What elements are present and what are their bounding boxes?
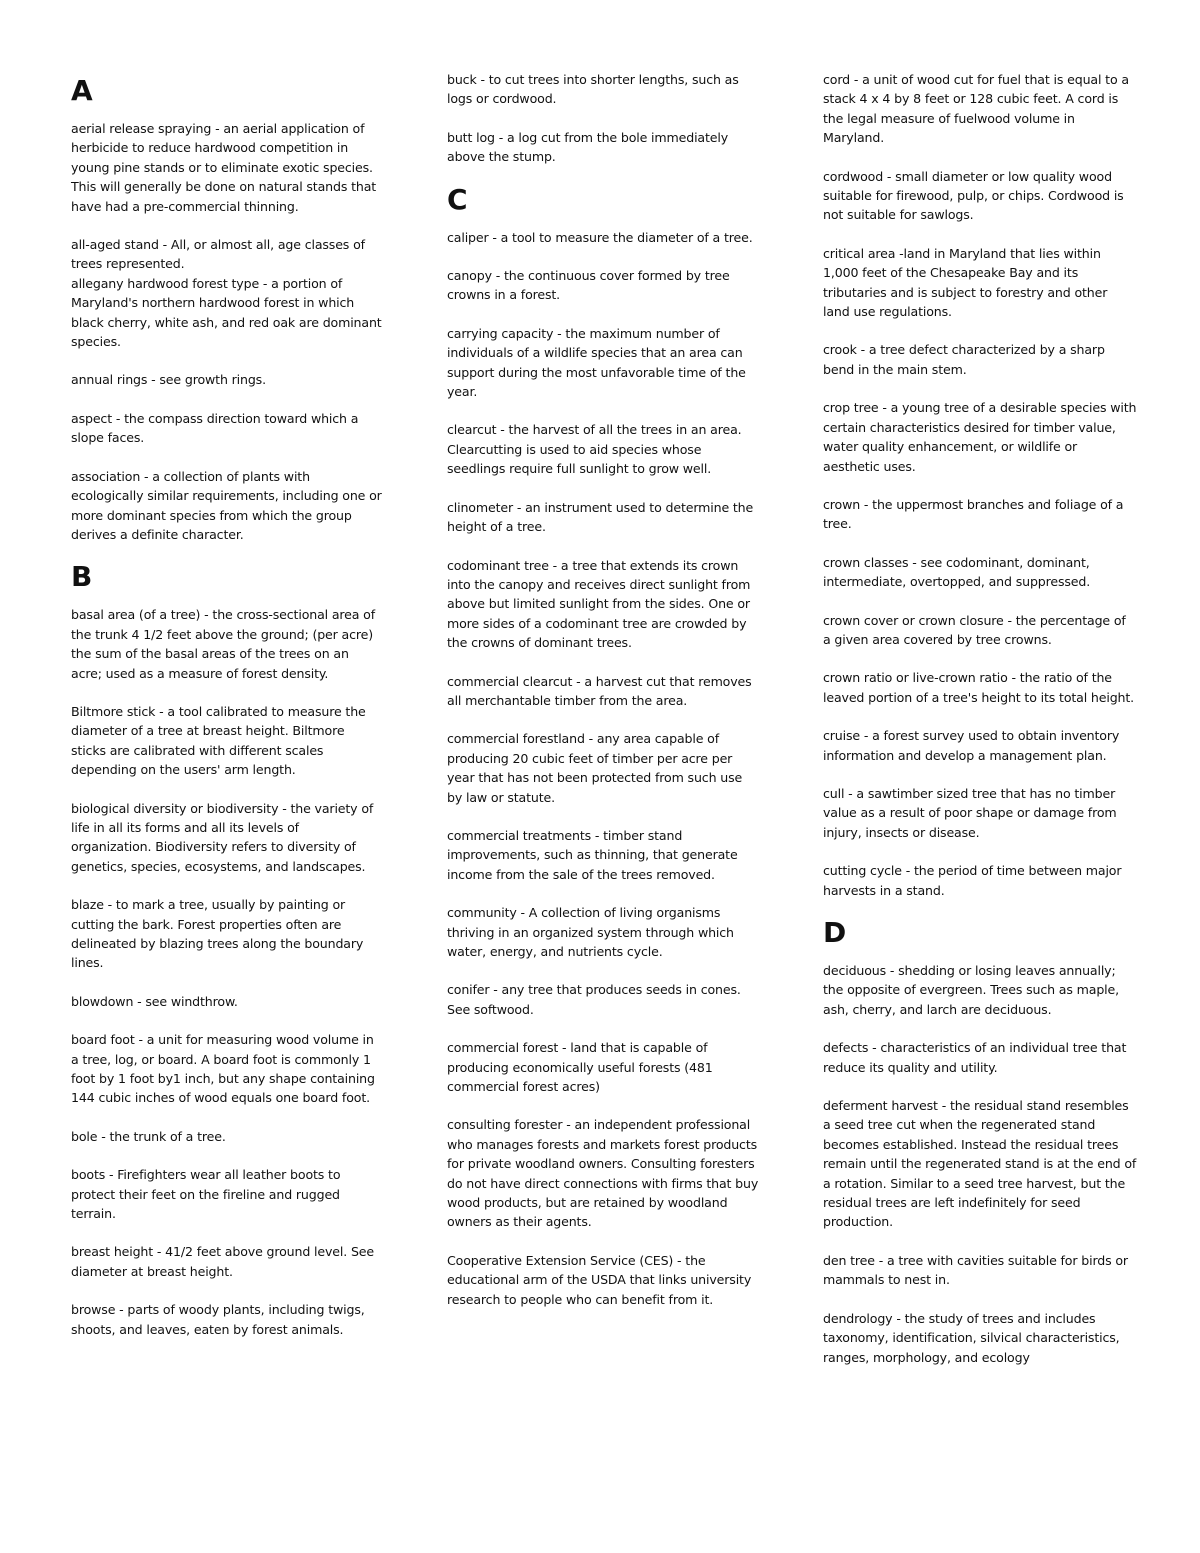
- column-1: [71, 0, 383, 1358]
- glossary-entry: commercial forest - land that is capable of producing economically useful forests (481 commercial forest acres): [447, 1040, 713, 1095]
- glossary-entry: crown cover or crown closure - the percentage of a given area covered by tree crowns.: [823, 612, 1126, 647]
- glossary-entry: cordwood - small diameter or low quality wood suitable for firewood, pulp, or chips. Cordwood is not suitable for sawlogs.: [823, 168, 1124, 223]
- column-3: [823, 70, 1137, 1386]
- glossary-entry: annual rings - see growth rings.: [71, 372, 266, 388]
- glossary-entry: community - A collection of living organisms thriving in an organized system through which water, energy, and nutrients cycle.: [447, 905, 734, 959]
- glossary-entry: breast height - 41/2 feet above ground level. See diameter at breast height.: [71, 1244, 374, 1279]
- section-letter-c: C: [447, 182, 469, 216]
- section-letter-a: A: [71, 74, 94, 107]
- glossary-entry: dendrology - the study of trees and includes taxonomy, identification, silvical characteristics, ranges, morphology, and ecology: [823, 1310, 1120, 1365]
- glossary-entry: defects - characteristics of an individual tree that reduce its quality and utility.: [823, 1040, 1127, 1075]
- glossary-entry: blowdown - see windthrow.: [71, 993, 238, 1009]
- glossary-entry: blaze - to mark a tree, usually by painting or cutting the bark. Forest properties often are delineated by blazing trees along the boundary lines.: [71, 897, 364, 971]
- glossary-entry: cord - a unit of wood cut for fuel that is equal to a stack 4 x 4 by 8 feet or 128 cubic feet. A cord is the legal measure of fuelwood volume in Maryland.: [823, 72, 1129, 146]
- glossary-entry: conifer - any tree that produces seeds in cones. See softwood.: [447, 982, 741, 1017]
- glossary-entry: crook - a tree defect characterized by a sharp bend in the main stem.: [823, 342, 1105, 377]
- glossary-entry: canopy - the continuous cover formed by tree crowns in a forest.: [447, 268, 730, 303]
- glossary-entry: crown ratio or live-crown ratio - the ratio of the leaved portion of a tree's height to its total height.: [823, 670, 1135, 705]
- glossary-entry: bole - the trunk of a tree.: [71, 1128, 226, 1144]
- glossary-entry: Biltmore stick - a tool calibrated to measure the diameter of a tree at breast height. Biltmore sticks are calibrated with different scales depending on the users' arm length.: [71, 703, 366, 778]
- glossary-entry: crop tree - a young tree of a desirable species with certain characteristics desired for timber value, water quality enhancement, or wildlife or aesthetic uses.: [823, 400, 1137, 474]
- glossary-entry: codominant tree - a tree that extends its crown into the canopy and receives direct sunlight from above but limited sunlight from the sides. One or more sides of a codominant tree are crowded by the crowns of dominant trees.: [447, 557, 751, 651]
- glossary-entry: critical area -land in Maryland that lies within 1,000 feet of the Chesapeake Bay and its tributaries and is subject to forestry and other land use regulations.: [823, 245, 1108, 320]
- glossary-entry: cruise - a forest survey used to obtain inventory information and develop a management plan.: [823, 728, 1120, 763]
- glossary-entry: all-aged stand - All, or almost all, age classes of trees represented.: [71, 237, 365, 272]
- glossary-entry: browse - parts of woody plants, including twigs, shoots, and leaves, eaten by forest animals.: [71, 1302, 365, 1337]
- glossary-entry: clearcut - the harvest of all the trees in an area. Clearcutting is used to aid species whose seedlings require full sunlight to grow well.: [447, 422, 742, 477]
- glossary-entry: cull - a sawtimber sized tree that has no timber value as a result of poor shape or damage from injury, insects or disease.: [823, 785, 1117, 840]
- column-2: [447, 70, 759, 1328]
- glossary-entry: consulting forester - an independent professional who manages forests and markets forest products for private woodland owners. Consulting foresters do not have direct connections with firms that buy wood products, but are retained by woodland owners as their agents.: [447, 1117, 759, 1230]
- glossary-entry: cutting cycle - the period of time between major harvests in a stand.: [823, 863, 1122, 898]
- glossary-entry: clinometer - an instrument used to determine the height of a tree.: [447, 499, 754, 535]
- glossary-entry: crown classes - see codominant, dominant, intermediate, overtopped, and suppressed.: [823, 554, 1091, 590]
- glossary-entry: caliper - a tool to measure the diameter of a tree.: [447, 229, 753, 245]
- glossary-entry: association - a collection of plants with ecologically similar requirements, including one or more dominant species from which the group derives a definite character.: [71, 468, 382, 542]
- glossary-entry: aerial release spraying - an aerial application of herbicide to reduce hardwood competition in young pine stands or to eliminate exotic species. This will generally be done on natural stands that have had a pre-commercial thinning.: [71, 121, 377, 214]
- glossary-entry: carrying capacity - the maximum number of individuals of a wildlife species that an area can support during the most unfavorable time of the year.: [447, 325, 746, 400]
- glossary-entry: biological diversity or biodiversity - the variety of life in all its forms and all its levels of organization. Biodiversity refers to diversity of genetics, species, ecosystems, and landscapes.: [71, 800, 374, 874]
- glossary-entry: buck - to cut trees into shorter lengths, such as logs or cordwood.: [447, 72, 739, 107]
- glossary-entry: Cooperative Extension Service (CES) - the educational arm of the USDA that links university research to people who can benefit from it.: [447, 1252, 752, 1307]
- section-letter-b: B: [71, 560, 93, 594]
- glossary-entry: board foot - a unit for measuring wood volume in a tree, log, or board. A board foot is commonly 1 foot by 1 foot by1 inch, but any shape containing 144 cubic inches of wood equals one board foot.: [71, 1032, 375, 1106]
- glossary-entry: deferment harvest - the residual stand resembles a seed tree cut when the regenerated stand becomes established. Instead the residual trees remain until the regenerated stand is at the end of a rotation. Similar to a seed tree harvest, but the residual trees are left indefinitely for seed production.: [823, 1098, 1137, 1230]
- glossary-entry: commercial clearcut - a harvest cut that removes all merchantable timber from the area.: [447, 673, 752, 708]
- glossary-entry: butt log - a log cut from the bole immediately above the stump.: [447, 129, 729, 165]
- glossary-entry: commercial forestland - any area capable of producing 20 cubic feet of timber per acre per year that has not been protected from such use by law or statute.: [447, 731, 743, 805]
- glossary-entry: deciduous - shedding or losing leaves annually; the opposite of evergreen. Trees such as maple, ash, cherry, and larch are deciduous.: [823, 963, 1119, 1017]
- glossary-entry: basal area (of a tree) - the cross-sectional area of the trunk 4 1/2 feet above the ground; (per acre) the sum of the basal areas of the trees on an acre; used as a measure of forest density.: [71, 607, 376, 681]
- section-letter-d: D: [823, 916, 847, 949]
- glossary-entry: aspect - the compass direction toward which a slope faces.: [71, 410, 359, 446]
- glossary-entry: boots - Firefighters wear all leather boots to protect their feet on the fireline and rugged terrain.: [71, 1167, 341, 1222]
- glossary-entry: crown - the uppermost branches and foliage of a tree.: [823, 496, 1124, 532]
- glossary-entry: den tree - a tree with cavities suitable for birds or mammals to nest in.: [823, 1252, 1128, 1288]
- glossary-entry: commercial treatments - timber stand improvements, such as thinning, that generate income from the sale of the trees removed.: [447, 827, 738, 882]
- glossary-entry: allegany hardwood forest type - a portion of Maryland's northern hardwood forest in which black cherry, white ash, and red oak are dominant species.: [71, 275, 382, 350]
